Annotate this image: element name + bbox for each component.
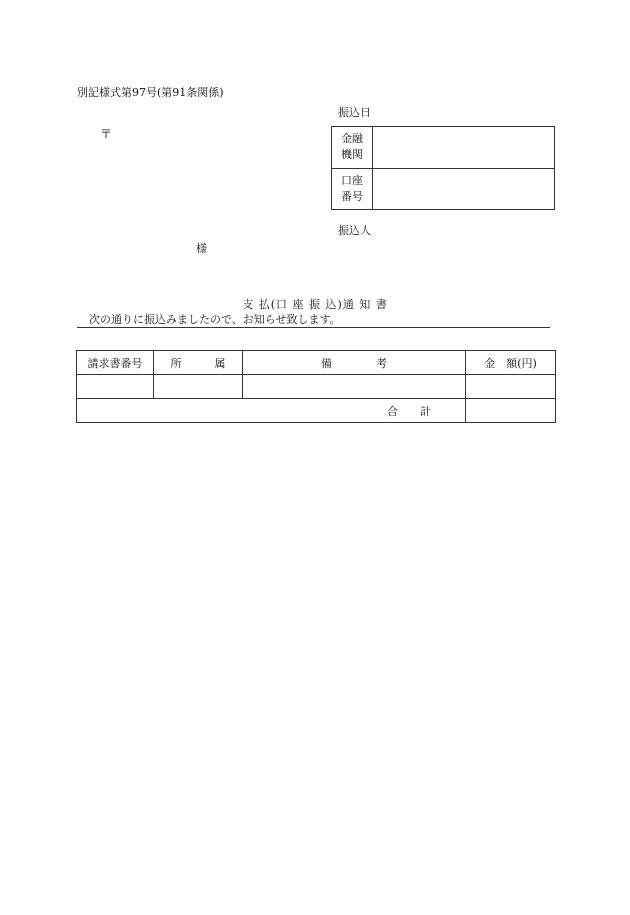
- addressee-honorific: 様: [196, 242, 207, 255]
- account-label-line2: 番号: [341, 189, 363, 203]
- account-value-cell[interactable]: [373, 168, 555, 210]
- table-row: [77, 375, 556, 399]
- notice-line: [77, 313, 550, 328]
- amount-cell[interactable]: [466, 375, 556, 399]
- payer-label: 振込人: [338, 224, 371, 237]
- postal-mark: 〒: [100, 127, 113, 141]
- bank-account-box: [331, 126, 555, 210]
- invoice-number-cell[interactable]: [77, 375, 154, 399]
- notice-text: 次の通りに振込みましたので、お知らせ致します。: [89, 313, 341, 326]
- header-amount: 金 額(円): [466, 351, 556, 375]
- header-department: 所 属: [154, 351, 243, 375]
- bank-label-line1: 金融: [341, 132, 363, 146]
- total-label: 合 計: [77, 399, 466, 423]
- header-remarks: 備 考: [243, 351, 466, 375]
- transfer-date-label: 振込日: [338, 106, 371, 119]
- document-title: 支 払(口 座 振 込)通 知 書: [242, 298, 388, 311]
- bank-value-cell[interactable]: [373, 127, 555, 169]
- total-row: [77, 399, 556, 423]
- table-header-row: [77, 351, 556, 375]
- account-label: [332, 168, 373, 210]
- header-invoice-number: 請求書番号: [77, 351, 154, 375]
- account-label-line1: 口座: [341, 173, 363, 187]
- bank-label-line2: 機関: [341, 148, 363, 162]
- total-value-cell[interactable]: [466, 399, 556, 423]
- payment-detail-table: [76, 350, 556, 423]
- form-number: 別記様式第97号(第91条関係): [77, 86, 224, 99]
- bank-label: [332, 127, 373, 169]
- remarks-cell[interactable]: [243, 375, 466, 399]
- department-cell[interactable]: [154, 375, 243, 399]
